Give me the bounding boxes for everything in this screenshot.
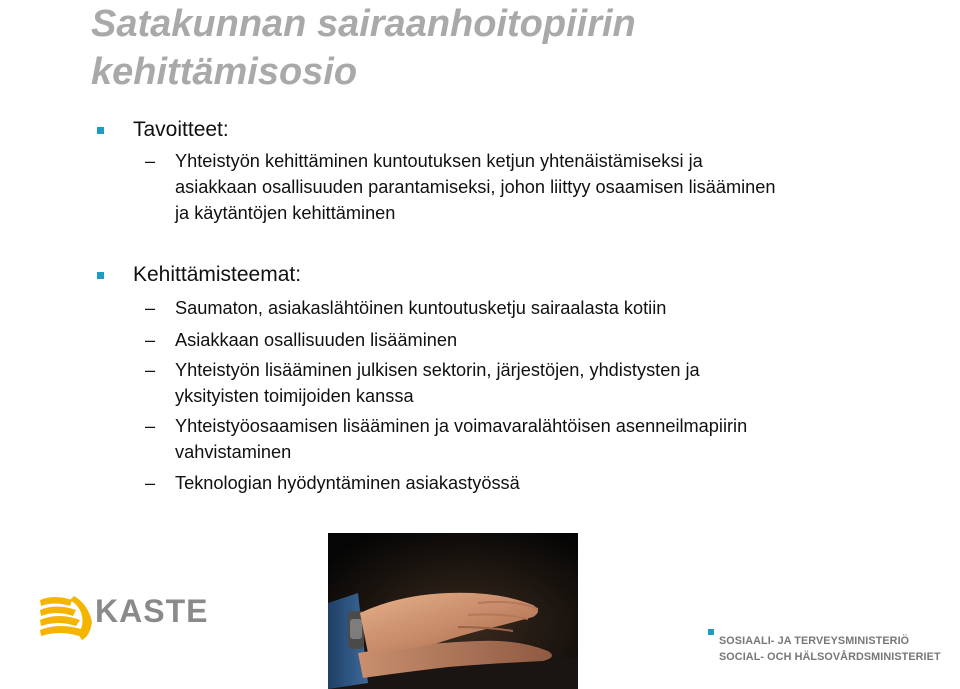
square-bullet-icon [97,127,104,134]
sub-item-line: asiakkaan osallisuuden parantamiseksi, johon liittyy osaamisen lisääminen [175,177,776,197]
sub-item-line: vahvistaminen [175,442,292,462]
dash-icon: – [145,473,156,493]
sub-item [145,295,905,321]
sub-item [145,357,905,409]
dash-icon: – [145,360,156,380]
dash-icon: – [145,416,156,436]
slide-title [91,0,911,96]
ministry-square-icon [708,629,714,635]
sub-item-line: ja käytäntöjen kehittäminen [175,203,396,223]
kaste-logo [38,590,208,642]
bullet-heading: Kehittämisteemat: [133,263,302,286]
sub-item-line: Yhteistyön lisääminen julkisen sektorin, järjestöjen, yhdistysten ja [175,360,700,380]
sub-item [145,413,905,465]
sub-item-line: yksityisten toimijoiden kanssa [175,386,414,406]
sub-item [145,327,905,353]
ministry-line-1: SOSIAALI- JA TERVEYSMINISTERIÖ [719,635,910,647]
sub-item [145,470,905,496]
dash-icon: – [145,330,156,350]
sub-item-line: Yhteistyön kehittäminen kuntoutuksen ketjun yhtenäistämiseksi ja [175,151,703,171]
bullet-kehittamisteemat [97,262,301,288]
dash-icon: – [145,151,156,171]
hands-photo [328,533,578,689]
sub-item-line: Yhteistyöosaamisen lisääminen ja voimavaralähtöisen asenneilmapiirin [175,416,748,436]
hands-photo-illustration [328,533,578,689]
bullet-heading: Tavoitteet: [133,118,229,141]
sub-item-line: Saumaton, asiakaslähtöinen kuntoutusketju sairaalasta kotiin [175,298,667,318]
ministry-line-2: SOCIAL- OCH HÄLSOVÅRDSMINISTERIET [719,651,941,663]
slide-title-line-1: Satakunnan sairaanhoitopiirin [91,3,636,45]
square-bullet-icon [97,272,104,279]
kaste-logo-text: KASTE [95,593,209,629]
bullet-tavoitteet [97,117,229,143]
dash-icon: – [145,298,156,318]
sub-item-line: Teknologian hyödyntäminen asiakastyössä [175,473,520,493]
sub-item-line: Asiakkaan osallisuuden lisääminen [175,330,458,350]
ministry-logo [708,629,948,669]
sub-item [145,148,905,226]
slide-title-line-2: kehittämisosio [91,51,358,93]
